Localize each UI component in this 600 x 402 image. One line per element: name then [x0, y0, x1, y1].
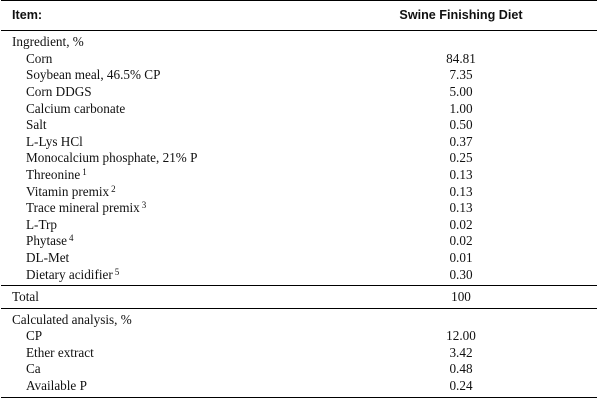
ingredient-section-title-row	[1, 34, 597, 51]
row-label	[26, 67, 160, 84]
analysis-section-title-row	[1, 312, 597, 329]
row-value: 0.13	[449, 200, 473, 216]
row-value: 0.01	[449, 250, 473, 265]
diet-composition-table	[1, 0, 597, 398]
row-label	[26, 101, 125, 118]
row-label	[26, 134, 83, 151]
row-label	[26, 378, 87, 395]
row-label	[26, 267, 119, 284]
row-value: 0.13	[449, 167, 473, 183]
footnote-marker: 2	[111, 183, 116, 194]
row-value: 7.35	[449, 67, 473, 83]
row-name: Calcium carbonate	[26, 100, 126, 116]
row-value: 0.13	[449, 183, 473, 199]
row-value: 0.02	[449, 233, 473, 249]
row-label	[26, 361, 41, 378]
ingredient-row	[1, 101, 597, 118]
row-name: Corn DDGS	[26, 84, 92, 100]
row-name: Available P	[26, 377, 87, 393]
ingredient-row	[1, 117, 597, 134]
row-value: 12.00	[446, 328, 476, 344]
ingredient-row	[1, 67, 597, 84]
row-name: Trace mineral premix	[26, 200, 140, 216]
analysis-row	[1, 328, 597, 345]
row-name: CP	[26, 328, 43, 344]
row-label	[26, 200, 146, 217]
item-column-header: Item:	[12, 8, 43, 23]
row-value: 1.00	[449, 100, 473, 116]
row-value: 0.24	[449, 377, 473, 393]
ingredient-row	[1, 200, 597, 217]
row-label	[26, 184, 116, 201]
row-name: Vitamin premix	[26, 183, 110, 199]
ingredient-section-title: Ingredient, %	[12, 34, 84, 50]
ingredient-row	[1, 150, 597, 167]
row-name: Monocalcium phosphate, 21% P	[26, 150, 198, 166]
row-name: Ca	[26, 361, 41, 377]
row-name: Phytase	[26, 233, 68, 249]
row-label	[26, 250, 69, 267]
footnote-marker: 4	[69, 233, 74, 244]
footnote-marker: 3	[141, 200, 147, 211]
total-value: 100	[451, 289, 471, 305]
row-label	[26, 150, 197, 167]
row-name: Ether extract	[26, 344, 94, 360]
row-name: Dietary acidifier	[26, 266, 113, 282]
analysis-rows	[1, 328, 597, 394]
row-label	[26, 51, 52, 68]
row-name: L-Trp	[26, 216, 58, 232]
row-value: 0.25	[449, 150, 473, 166]
row-label	[26, 345, 94, 362]
analysis-row	[1, 361, 597, 378]
row-label	[26, 217, 57, 234]
row-name: Corn	[26, 50, 53, 66]
row-label	[26, 328, 42, 345]
row-name: Salt	[26, 117, 47, 133]
ingredient-row	[1, 184, 597, 201]
ingredient-row	[1, 267, 597, 284]
diet-column-header: Swine Finishing Diet	[399, 8, 523, 23]
analysis-row	[1, 345, 597, 362]
row-name: DL-Met	[26, 250, 70, 265]
ingredient-row	[1, 84, 597, 101]
row-name: Soybean meal, 46.5% CP	[26, 67, 161, 83]
row-name: Threonine	[26, 167, 81, 183]
row-value: 84.81	[446, 50, 476, 66]
row-value: 0.50	[449, 117, 473, 133]
row-value: 5.00	[449, 84, 473, 100]
row-value: 3.42	[449, 344, 473, 360]
footnote-marker: 1	[82, 167, 87, 178]
row-value: 0.02	[449, 216, 473, 232]
row-label	[26, 84, 92, 101]
row-label	[26, 167, 87, 184]
table-bottom-rule	[1, 397, 597, 398]
row-label	[26, 117, 47, 134]
ingredient-row	[1, 51, 597, 68]
row-name: L-Lys HCl	[26, 133, 83, 149]
row-value: 0.48	[449, 361, 473, 377]
ingredient-row	[1, 233, 597, 250]
total-row	[1, 289, 597, 306]
row-value: 0.37	[449, 133, 473, 149]
ingredient-row	[1, 250, 597, 267]
row-value: 0.30	[449, 266, 473, 282]
ingredient-row	[1, 134, 597, 151]
footnote-marker: 5	[114, 266, 120, 277]
ingredient-rows	[1, 51, 597, 283]
total-label: Total	[12, 289, 39, 305]
table-header-row	[1, 1, 597, 30]
row-label	[26, 233, 74, 250]
ingredient-row	[1, 217, 597, 234]
analysis-row	[1, 378, 597, 395]
ingredient-row	[1, 167, 597, 184]
analysis-section-title: Calculated analysis, %	[12, 311, 132, 327]
